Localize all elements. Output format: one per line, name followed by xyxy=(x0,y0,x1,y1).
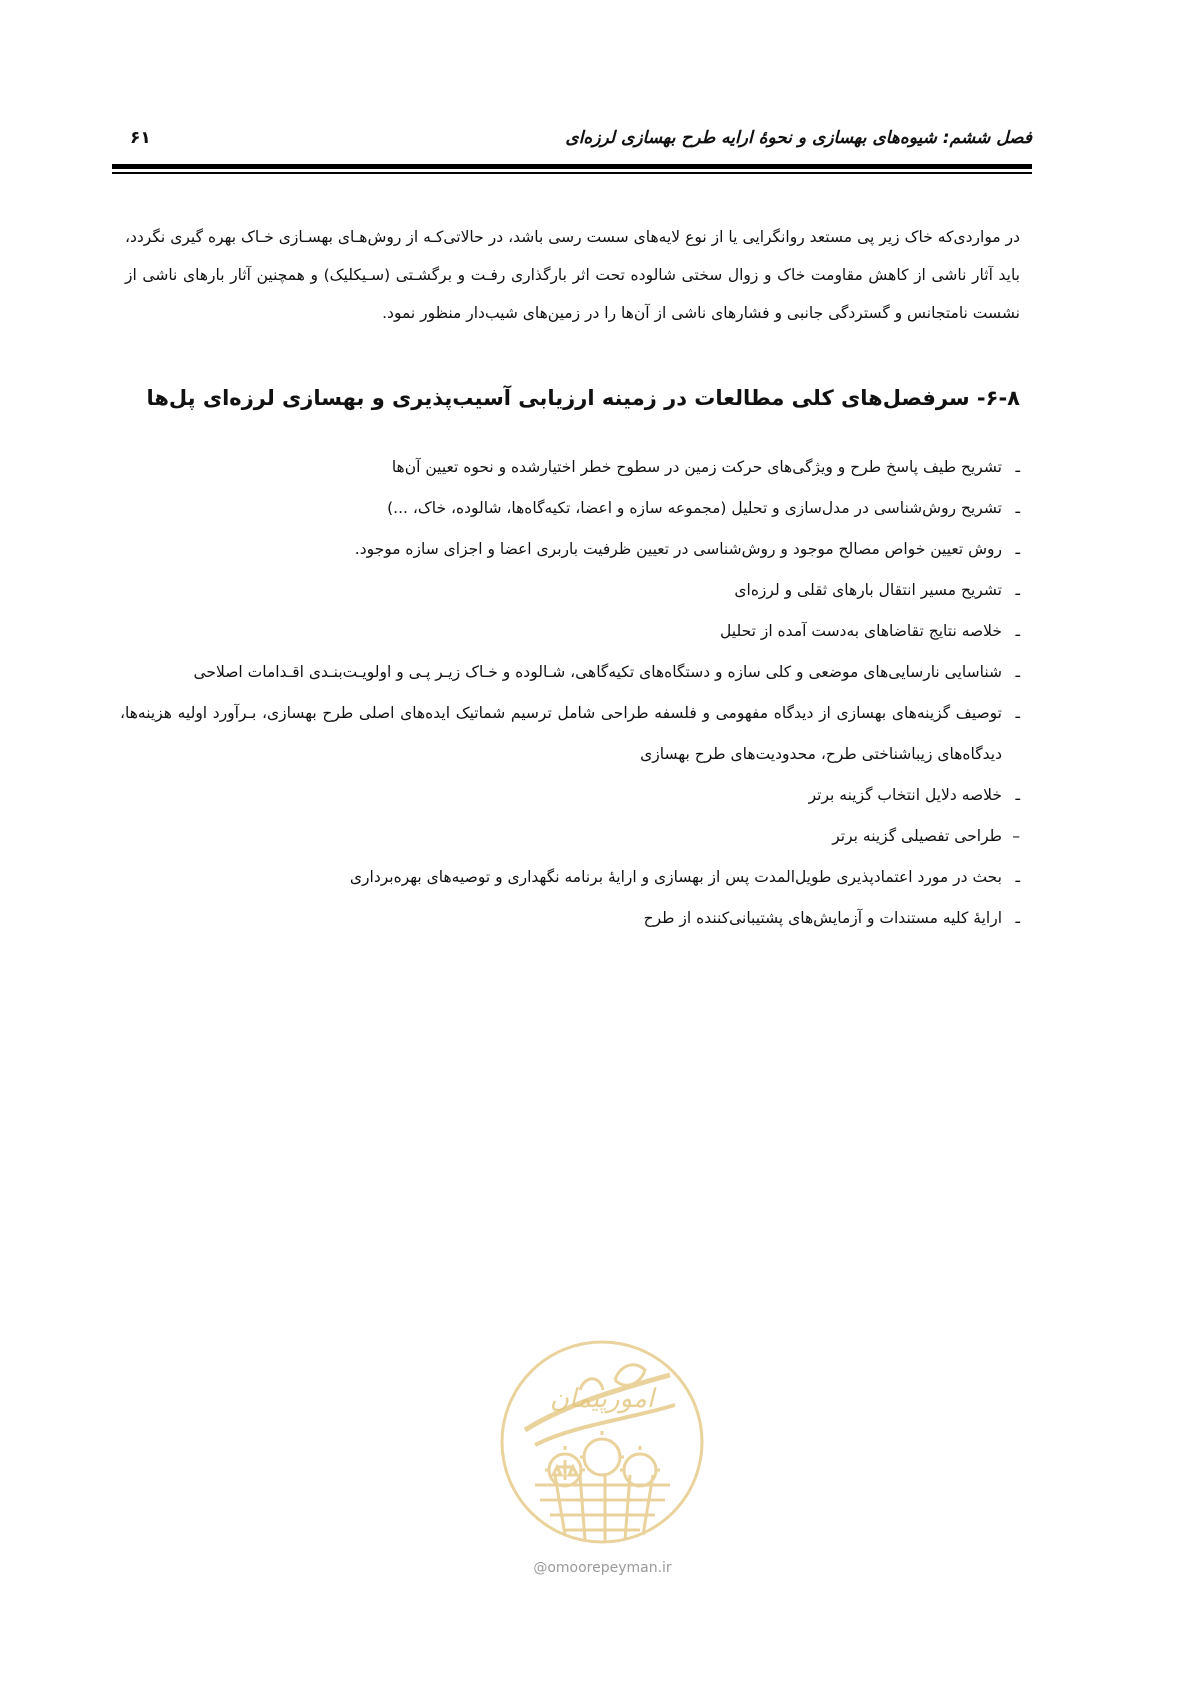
watermark-logo-text: امورپیمان xyxy=(549,1384,655,1414)
list-item: ـ توصیف گزینه‌های بهسازی از دیدگاه مفهومی و فلسفه طراحی شامل ترسیم شماتیک ایده‌های اصلی طرح بهسازی، بـرآورد اولیه هزینه‌ها، دیدگاه‌های زیباشناختی طرح، محدودیت‌های طرح بهسازی xyxy=(120,693,1020,775)
list-item: ـ روش تعیین خواص مصالح موجود و روش‌شناسی در تعیین ظرفیت باربری اعضا و اجزای سازه موجود. xyxy=(120,529,1020,570)
section-heading: ۶-۸- سرفصل‌های کلی مطالعات در زمینه ارزیابی آسیب‌پذیری و بهسازی لرزه‌ای پل‌ها xyxy=(146,386,1020,410)
list-item: ـ خلاصه دلایل انتخاب گزینه برتر xyxy=(120,775,1020,816)
watermark-url: @omoorepeyman.ir xyxy=(533,1560,672,1576)
page-header xyxy=(112,128,1032,156)
list-item: ـ ارایهٔ کلیه مستندات و آزمایش‌های پشتیبانی‌کننده از طرح xyxy=(120,898,1020,939)
list-item: – طراحی تفصیلی گزینه برتر xyxy=(120,816,1020,857)
list-item: ـ خلاصه نتایج تقاضاهای به‌دست آمده از تحلیل xyxy=(120,611,1020,652)
header-rule-thick xyxy=(112,164,1032,169)
list-item: ـ تشریح روش‌شناسی در مدل‌سازی و تحلیل (مجموعه سازه و اعضا، تکیه‌گاه‌ها، شالوده، خاک، ...) xyxy=(120,488,1020,529)
header-rule-thin xyxy=(112,172,1032,174)
list-item: ـ شناسایی نارسایی‌های موضعی و کلی سازه و دستگاه‌های تکیه‌گاهی، شـالوده و خـاک زیـر پـی و اولویـت‌بنـدی اقـدامات اصلاحی xyxy=(120,652,1020,693)
list-item: ـ بحث در مورد اعتمادپذیری طویل‌المدت پس از بهسازی و ارایهٔ برنامه نگهداری و توصیه‌های بهره‌برداری xyxy=(120,857,1020,898)
watermark-logo-icon xyxy=(495,1335,710,1550)
intro-paragraph: در مواردی‌که خاک زیر پی مستعد روانگرایی یا از نوع لایه‌های سست رسی باشد، در حالاتی‌کـه از روش‌هـای بهسـازی خـاک بهره گیری نگردد، باید آثار ناشی از کاهش مقاومت خاک و زوال سختی شالوده تحت اثر بارگذاری رفـت و برگشـتی (سـیکلیک) و همچنین آثار بارهای ناشی از نشست نامتجانس و گستردگی جانبی و فشارهای ناشی از آن‌ها را در زمین‌های شیب‌دار منظور نمود. xyxy=(125,228,1020,322)
list-item: ـ تشریح مسیر انتقال بارهای ثقلی و لرزه‌ای xyxy=(120,570,1020,611)
topics-list xyxy=(120,447,1020,939)
list-item: ـ تشریح طیف پاسخ طرح و ویژگی‌های حرکت زمین در سطوح خطر اختیارشده و نحوه تعیین آن‌ها xyxy=(120,447,1020,488)
page-number: ۶۱ xyxy=(130,128,151,148)
chapter-title: فصل ششم: شیوه‌های بهسازی و نحوهٔ ارایه طرح بهسازی لرزه‌ای xyxy=(565,128,1032,148)
